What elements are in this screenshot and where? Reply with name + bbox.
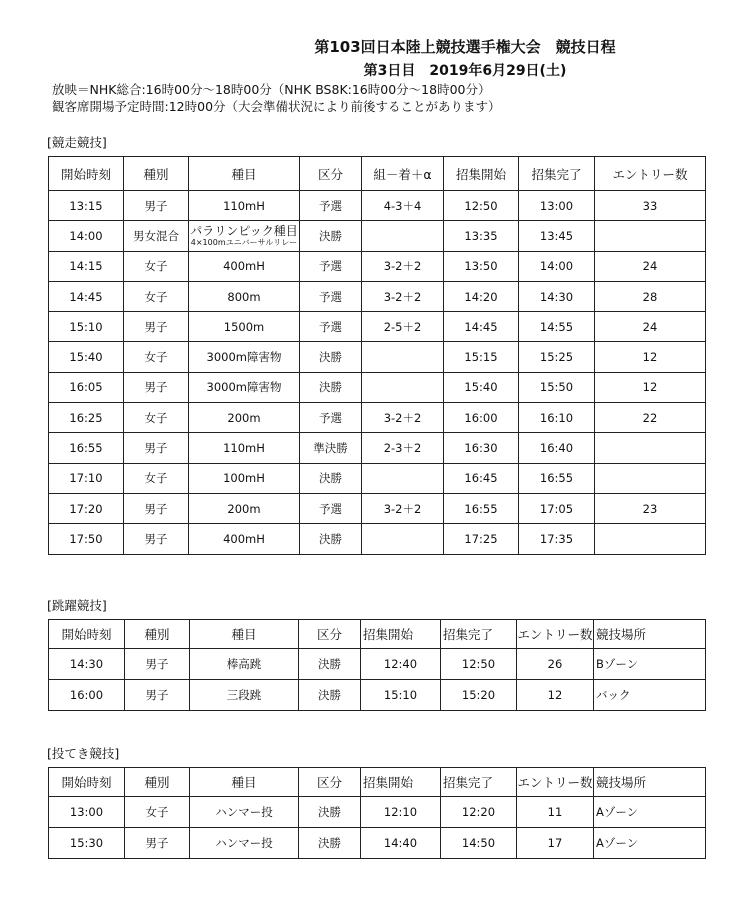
table-cell: 17:50: [49, 524, 124, 554]
table-cell: 200m: [189, 493, 300, 523]
table-cell: 男子: [124, 191, 189, 221]
table-cell: [362, 524, 444, 554]
table-cell: ハンマー投: [190, 828, 299, 859]
table-cell: 14:30: [519, 281, 595, 311]
table-cell: [362, 463, 444, 493]
table-cell: 14:20: [444, 281, 519, 311]
table-cell: 女子: [124, 251, 189, 281]
table-cell: [595, 433, 706, 463]
column-header: 招集開始: [361, 768, 441, 797]
table-cell: 14:50: [441, 828, 517, 859]
table-cell: 16:55: [49, 433, 124, 463]
table-cell: 800m: [189, 281, 300, 311]
table-cell: 100mH: [189, 463, 300, 493]
table-cell: 男子: [125, 649, 190, 680]
table-cell: 12: [595, 372, 706, 402]
column-header: エントリー数: [517, 768, 594, 797]
table-cell: [362, 221, 444, 251]
table-cell: 15:40: [49, 342, 124, 372]
table-row: [49, 221, 706, 251]
table-cell: 2-3＋2: [362, 433, 444, 463]
table-cell: 予選: [300, 281, 362, 311]
table-cell: [362, 342, 444, 372]
table-cell: 110mH: [189, 191, 300, 221]
event-subname: 4×100mユニバーサルリレー: [190, 237, 298, 247]
table-cell: 400mH: [189, 251, 300, 281]
table-cell: 13:50: [444, 251, 519, 281]
column-header: 招集完了: [441, 620, 517, 649]
table-cell: 23: [595, 493, 706, 523]
header-row: [49, 157, 706, 191]
table-cell: 17:35: [519, 524, 595, 554]
table-cell: 28: [595, 281, 706, 311]
table-cell: 13:00: [519, 191, 595, 221]
table-cell: 17:25: [444, 524, 519, 554]
table-cell: バック: [594, 680, 706, 711]
table-cell: 女子: [124, 463, 189, 493]
table-cell: 13:35: [444, 221, 519, 251]
table-cell: 決勝: [300, 342, 362, 372]
table-cell: [595, 221, 706, 251]
table-cell: 12:20: [441, 797, 517, 828]
table-cell: 2-5＋2: [362, 312, 444, 342]
table-cell: 3-2＋2: [362, 251, 444, 281]
track-heading: [競走競技]: [47, 135, 107, 150]
table-row: [49, 524, 706, 554]
event-name: パラリンピック種目: [190, 223, 298, 238]
column-header: 種目: [190, 620, 299, 649]
table-cell: 12:50: [444, 191, 519, 221]
table-cell: 三段跳: [190, 680, 299, 711]
table-cell: 16:05: [49, 372, 124, 402]
table-cell: 16:00: [444, 403, 519, 433]
table-cell: 16:25: [49, 403, 124, 433]
table-cell: 1500m: [189, 312, 300, 342]
table-cell: 14:00: [519, 251, 595, 281]
table-cell: 16:40: [519, 433, 595, 463]
column-header: 種目: [189, 157, 300, 191]
table-cell: ハンマー投: [190, 797, 299, 828]
table-cell: 15:20: [441, 680, 517, 711]
table-cell: 14:40: [361, 828, 441, 859]
table-row: [49, 342, 706, 372]
table-cell: 14:00: [49, 221, 124, 251]
column-header: 区分: [300, 157, 362, 191]
column-header: 種別: [125, 768, 190, 797]
table-cell: 15:40: [444, 372, 519, 402]
table-cell: 16:00: [49, 680, 125, 711]
table-cell: 3-2＋2: [362, 403, 444, 433]
table-cell: 12:50: [441, 649, 517, 680]
throw-heading: [投てき競技]: [47, 746, 120, 761]
table-cell: 15:15: [444, 342, 519, 372]
table-cell: 男子: [124, 524, 189, 554]
table-cell: 26: [517, 649, 594, 680]
table-cell: 男子: [125, 680, 190, 711]
table-cell: 準決勝: [300, 433, 362, 463]
column-header: 開始時刻: [49, 620, 125, 649]
table-cell: 33: [595, 191, 706, 221]
table-cell: 14:30: [49, 649, 125, 680]
gate-open-note: 観客席開場予定時間:12時00分（大会準備状況により前後することがあります）: [52, 99, 501, 114]
document-title: 第103回日本陸上競技選手権大会 競技日程: [314, 38, 616, 56]
table-cell: 12: [517, 680, 594, 711]
table-cell: 決勝: [300, 221, 362, 251]
table-cell: 16:55: [444, 493, 519, 523]
table-cell: 決勝: [299, 680, 361, 711]
table-cell: 200m: [189, 403, 300, 433]
table-cell: 予選: [300, 403, 362, 433]
table-cell: 女子: [124, 281, 189, 311]
table-cell: [595, 463, 706, 493]
table-row: [49, 191, 706, 221]
table-cell: 16:30: [444, 433, 519, 463]
column-header: 招集開始: [361, 620, 441, 649]
table-cell: [595, 524, 706, 554]
table-cell: 女子: [125, 797, 190, 828]
table-cell: 14:45: [444, 312, 519, 342]
table-cell: 17: [517, 828, 594, 859]
column-header: 種別: [124, 157, 189, 191]
table-row: [49, 403, 706, 433]
table-cell: 400mH: [189, 524, 300, 554]
table-row: [49, 649, 706, 680]
table-cell: [189, 221, 300, 251]
table-cell: 男子: [124, 312, 189, 342]
table-cell: 女子: [124, 342, 189, 372]
table-cell: 22: [595, 403, 706, 433]
table-row: [49, 463, 706, 493]
document-subtitle: 第3日目 2019年6月29日(土): [363, 63, 567, 79]
table-cell: 4-3＋4: [362, 191, 444, 221]
table-cell: 15:25: [519, 342, 595, 372]
table-cell: 3-2＋2: [362, 281, 444, 311]
throw-schedule-table: [48, 767, 706, 859]
table-row: [49, 797, 706, 828]
column-header: 開始時刻: [49, 157, 124, 191]
table-cell: 予選: [300, 251, 362, 281]
table-cell: 13:15: [49, 191, 124, 221]
table-cell: 17:10: [49, 463, 124, 493]
table-cell: 女子: [124, 403, 189, 433]
table-cell: 決勝: [299, 649, 361, 680]
jump-heading: [跳躍競技]: [47, 598, 107, 613]
jump-schedule-table: [48, 619, 706, 711]
track-schedule-table: [48, 156, 706, 555]
table-cell: [362, 372, 444, 402]
table-row: [49, 281, 706, 311]
table-cell: 男女混合: [124, 221, 189, 251]
table-cell: 15:30: [49, 828, 125, 859]
table-cell: 11: [517, 797, 594, 828]
table-cell: 決勝: [299, 797, 361, 828]
column-header: 招集開始: [444, 157, 519, 191]
table-cell: 13:00: [49, 797, 125, 828]
table-row: [49, 433, 706, 463]
table-cell: 3000m障害物: [189, 342, 300, 372]
table-cell: Aゾーン: [594, 828, 706, 859]
column-header: 区分: [299, 620, 361, 649]
table-cell: 15:50: [519, 372, 595, 402]
column-header: 招集完了: [441, 768, 517, 797]
table-row: [49, 372, 706, 402]
column-header: 組－着＋α: [362, 157, 444, 191]
table-cell: 16:45: [444, 463, 519, 493]
column-header: 競技場所: [594, 620, 706, 649]
table-cell: 15:10: [49, 312, 124, 342]
table-cell: 予選: [300, 312, 362, 342]
table-cell: 男子: [124, 493, 189, 523]
table-cell: Aゾーン: [594, 797, 706, 828]
table-cell: 14:15: [49, 251, 124, 281]
table-cell: 24: [595, 312, 706, 342]
column-header: 種別: [125, 620, 190, 649]
table-cell: 予選: [300, 493, 362, 523]
table-cell: 17:20: [49, 493, 124, 523]
table-cell: 13:45: [519, 221, 595, 251]
table-cell: 16:10: [519, 403, 595, 433]
header-row: [49, 620, 706, 649]
table-cell: 決勝: [299, 828, 361, 859]
table-cell: 14:55: [519, 312, 595, 342]
table-cell: 12:40: [361, 649, 441, 680]
table-cell: 決勝: [300, 372, 362, 402]
table-cell: 男子: [124, 372, 189, 402]
table-cell: 110mH: [189, 433, 300, 463]
header-row: [49, 768, 706, 797]
table-cell: 決勝: [300, 524, 362, 554]
table-cell: 男子: [125, 828, 190, 859]
table-cell: 決勝: [300, 463, 362, 493]
broadcast-note: 放映＝NHK総合:16時00分～18時00分（NHK BS8K:16時00分～18時00分）: [52, 82, 491, 97]
table-cell: 予選: [300, 191, 362, 221]
column-header: エントリー数: [595, 157, 706, 191]
table-row: [49, 493, 706, 523]
table-cell: 3-2＋2: [362, 493, 444, 523]
table-cell: 男子: [124, 433, 189, 463]
column-header: 種目: [190, 768, 299, 797]
table-cell: 12:10: [361, 797, 441, 828]
column-header: エントリー数: [517, 620, 594, 649]
table-cell: 棒高跳: [190, 649, 299, 680]
table-cell: 16:55: [519, 463, 595, 493]
table-cell: 17:05: [519, 493, 595, 523]
table-cell: 12: [595, 342, 706, 372]
column-header: 開始時刻: [49, 768, 125, 797]
table-cell: 3000m障害物: [189, 372, 300, 402]
table-cell: 24: [595, 251, 706, 281]
column-header: 招集完了: [519, 157, 595, 191]
table-cell: 15:10: [361, 680, 441, 711]
column-header: 競技場所: [594, 768, 706, 797]
table-row: [49, 251, 706, 281]
table-row: [49, 828, 706, 859]
table-cell: Bゾーン: [594, 649, 706, 680]
table-cell: 14:45: [49, 281, 124, 311]
column-header: 区分: [299, 768, 361, 797]
table-row: [49, 680, 706, 711]
table-row: [49, 312, 706, 342]
